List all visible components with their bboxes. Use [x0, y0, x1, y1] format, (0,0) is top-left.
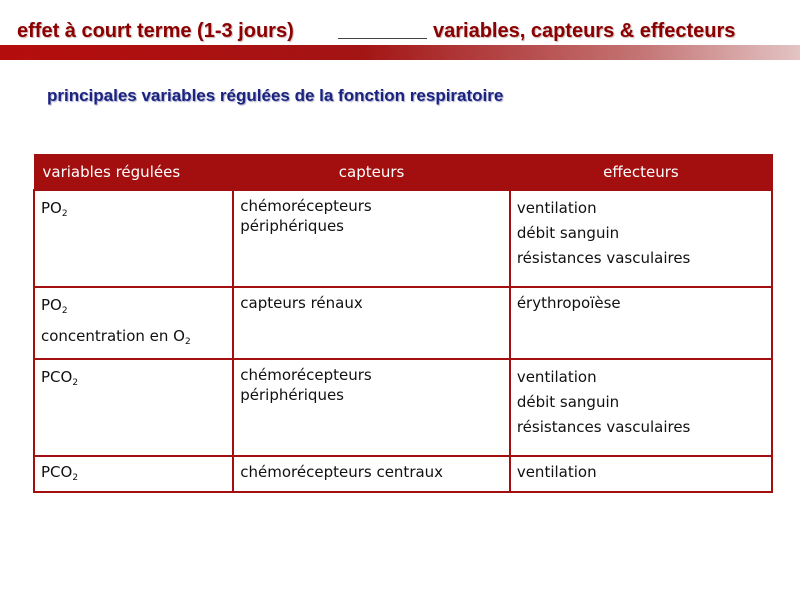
table-row	[34, 190, 772, 287]
regulation-table	[33, 154, 773, 493]
variable-subscript: 2	[72, 473, 79, 483]
variable-subscript: 2	[184, 337, 191, 347]
cell-effecteurs	[510, 190, 772, 287]
table-row	[34, 287, 772, 359]
cell-variables	[34, 190, 233, 287]
cell-capteurs	[233, 359, 510, 456]
slide-title-left: effet à court terme (1-3 jours)	[17, 20, 294, 42]
column-header-capteurs: capteurs	[233, 155, 510, 191]
variable-subscript: 2	[61, 306, 68, 316]
variable-line	[41, 293, 226, 324]
table-row	[34, 456, 772, 492]
effecteur-line: érythropoïèse	[516, 294, 621, 312]
variable-line	[41, 365, 226, 396]
effecteur-line: résistances vasculaires	[516, 418, 691, 436]
variable-text: PO	[41, 199, 62, 217]
cell-effecteurs	[510, 456, 772, 492]
variable-text: PO	[41, 296, 62, 314]
variable-text: PCO	[41, 368, 73, 386]
column-header-effecteurs: effecteurs	[510, 155, 772, 191]
effecteur-line: ventilation	[516, 368, 597, 386]
slide-title-right: variables, capteurs & effecteurs	[433, 20, 736, 42]
title-connector-line	[338, 38, 427, 39]
cell-effecteurs	[510, 287, 772, 359]
effecteur-line: résistances vasculaires	[516, 249, 691, 267]
variable-text: concentration en O	[41, 327, 185, 345]
title-underline-bar	[0, 45, 800, 60]
capteur-line: chémorécepteurs centraux	[240, 463, 444, 481]
capteur-line: chémorécepteurs	[240, 197, 372, 215]
cell-variables	[34, 287, 233, 359]
variable-subscript: 2	[61, 209, 68, 219]
capteur-line: périphériques	[240, 386, 344, 404]
column-header-variables: variables régulées	[34, 155, 233, 191]
table-row	[34, 359, 772, 456]
cell-capteurs	[233, 190, 510, 287]
capteur-line: chémorécepteurs	[240, 366, 372, 384]
capteur-line: périphériques	[240, 217, 344, 235]
cell-capteurs	[233, 287, 510, 359]
slide-subtitle: principales variables régulées de la fonction respiratoire	[47, 86, 504, 105]
effecteur-line: ventilation	[516, 463, 597, 481]
table-header-row	[34, 155, 772, 191]
cell-variables	[34, 456, 233, 492]
variable-subscript: 2	[72, 378, 79, 388]
cell-variables	[34, 359, 233, 456]
capteur-line: capteurs rénaux	[240, 294, 363, 312]
effecteur-line: débit sanguin	[516, 393, 620, 411]
effecteur-line: ventilation	[516, 199, 597, 217]
effecteur-line: débit sanguin	[516, 224, 620, 242]
cell-capteurs	[233, 456, 510, 492]
cell-effecteurs	[510, 359, 772, 456]
variable-line	[41, 196, 226, 227]
variable-line	[41, 462, 226, 488]
variable-line	[41, 324, 226, 355]
variable-text: PCO	[41, 463, 73, 481]
